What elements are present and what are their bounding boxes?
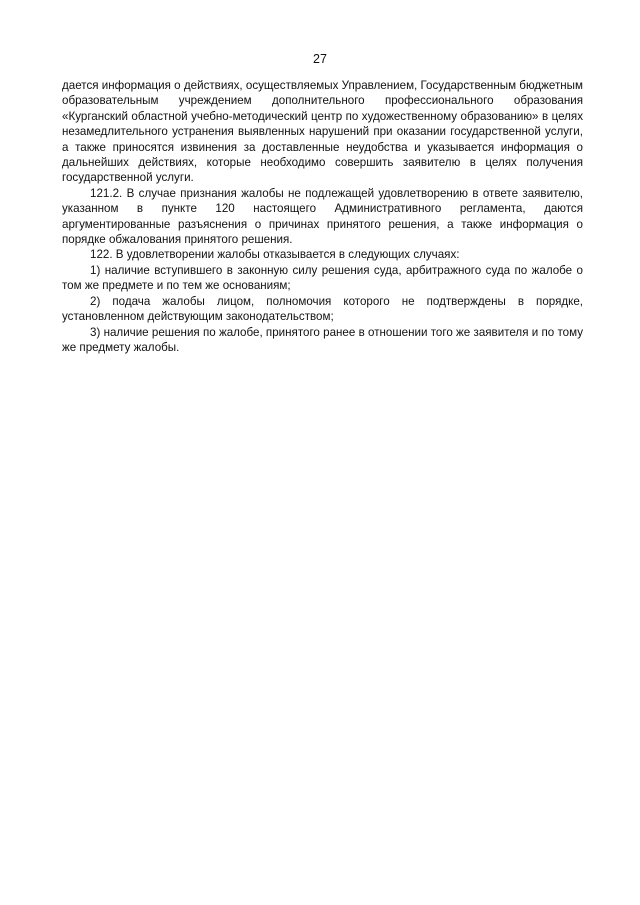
document-body bbox=[62, 78, 583, 355]
list-item-2: 2) подача жалобы лицом, полномочия которого не подтверждены в порядке, установленном действующим законодательством; bbox=[62, 294, 583, 324]
paragraph-122: 122. В удовлетворении жалобы отказывается в следующих случаях: bbox=[90, 248, 460, 262]
list-item-3: 3) наличие решения по жалобе, принятого ранее в отношении того же заявителя и по тому же предмету жалобы. bbox=[62, 325, 583, 354]
paragraph-121-2: 121.2. В случае признания жалобы не подлежащей удовлетворению в ответе заявителю, указанном в пункте 120 настоящего Административного регламента, даются аргументированные разъяснения о причинах принятого решения, а также информация о порядке обжалования принятого решения. bbox=[62, 186, 583, 247]
page-number: 27 bbox=[313, 52, 327, 66]
list-item-1: 1) наличие вступившего в законную силу решения суда, арбитражного суда по жалобе о том же предмете и по тем же основаниям; bbox=[62, 263, 583, 293]
paragraph-continuation: дается информация о действиях, осуществляемых Управлением, Государственным бюджетным образовательным учреждением дополнительного профессионального образования «Курганский областной учебно-методический центр по художественному образованию» в целях незамедлительного устранения выявленных нарушений при оказании государственной услуги, а также приносятся извинения за доставленные неудобства и указывается информация о дальнейших действиях, которые необходимо совершить заявителю в целях получения государственной услуги. bbox=[62, 79, 583, 185]
